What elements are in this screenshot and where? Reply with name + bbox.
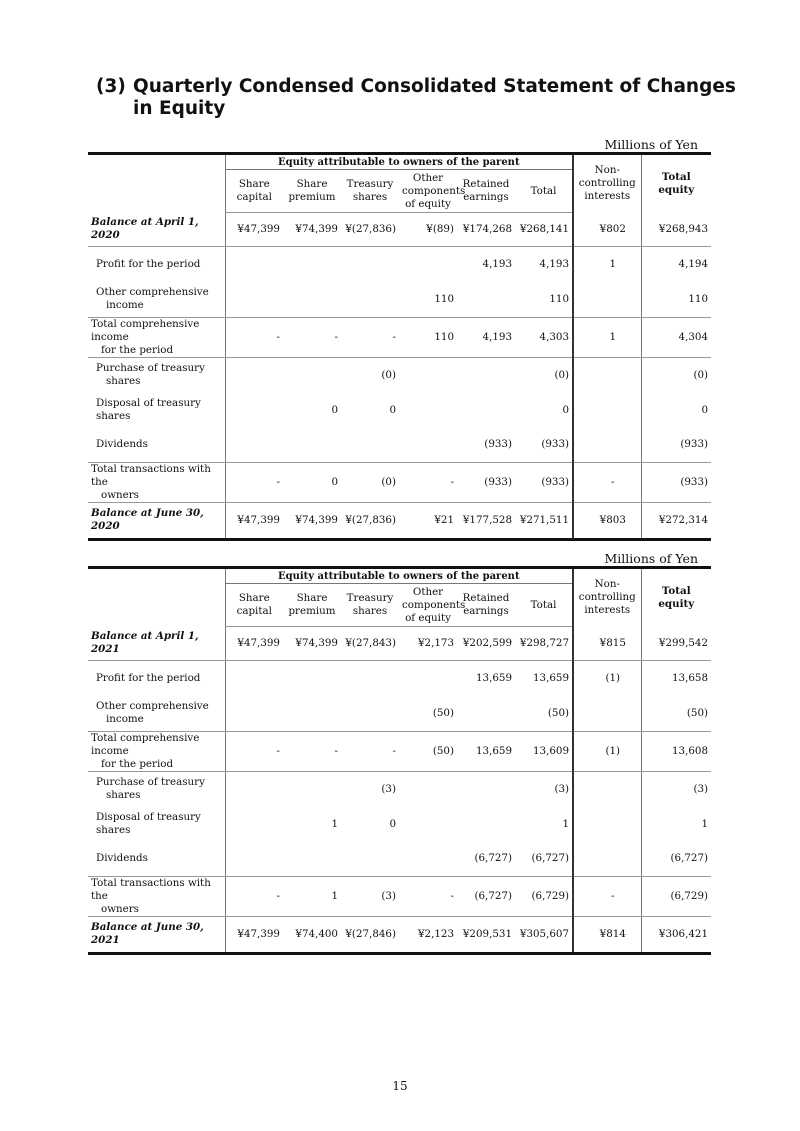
table-cell: (6,729) (515, 876, 573, 916)
header-line: earnings (463, 191, 509, 203)
row-label: Dividends (88, 428, 225, 463)
table-cell: 1 (331, 817, 338, 830)
column-header-total (515, 170, 573, 213)
table-cell: (50) (399, 696, 457, 732)
column-header-treasury-shares (341, 584, 399, 627)
table-cell: (3) (554, 782, 570, 795)
label-line: Other comprehensive (96, 700, 209, 712)
header-line: of equity (405, 197, 451, 210)
table-cell (283, 246, 341, 282)
table-cell (225, 771, 283, 807)
table-cell (457, 357, 515, 393)
table-cell: (6,729) (641, 876, 711, 916)
table-cell: ¥74,400 (283, 916, 341, 953)
table-cell: ¥47,399 (225, 916, 283, 953)
table-cell (341, 696, 399, 732)
table-row (88, 627, 711, 661)
table-cell (573, 393, 641, 428)
column-header-other-components (399, 170, 466, 213)
table-cell: ¥271,511 (515, 502, 573, 539)
row-label: Profit for the period (96, 671, 201, 684)
header-line: premium (288, 191, 336, 203)
header-line: Treasury (346, 178, 394, 190)
table-cell: 1 (573, 317, 641, 357)
table-cell (283, 696, 341, 732)
table-row (88, 393, 711, 428)
table-cell: 13,659 (475, 671, 512, 684)
table-cell (225, 842, 283, 877)
row-label (88, 462, 225, 502)
header-line: Treasury (346, 592, 394, 604)
label-line: Purchase of treasury (96, 362, 205, 374)
table-row (88, 213, 711, 247)
header-line: controlling (578, 591, 636, 604)
table-row (88, 282, 711, 318)
table-cell (283, 428, 341, 463)
table-cell (399, 357, 457, 393)
table-cell (283, 660, 341, 696)
column-header-retained-earnings (457, 584, 515, 627)
table-cell: (933) (515, 428, 573, 463)
table-cell: ¥(27,836) (341, 502, 399, 539)
table-cell: ¥47,399 (225, 627, 283, 661)
table-cell: 0 (641, 393, 711, 428)
header-blank (88, 154, 225, 213)
table-cell (573, 696, 641, 732)
equity-table (88, 152, 711, 541)
table-cell (573, 771, 641, 807)
table-cell (573, 807, 641, 842)
table-cell (225, 696, 283, 732)
header-line: Retained (462, 592, 510, 604)
table-cell: ¥202,599 (457, 627, 515, 661)
table-cell (225, 428, 283, 463)
table-row (88, 317, 711, 357)
label-line: income (106, 713, 144, 725)
label-line: shares (106, 789, 141, 801)
table-cell (457, 696, 515, 732)
table-row (88, 731, 711, 771)
table-cell (225, 246, 283, 282)
header-blank (88, 568, 225, 627)
row-label (88, 731, 225, 771)
table-row (88, 462, 711, 502)
table-cell: - (399, 876, 457, 916)
table-cell (283, 842, 341, 877)
header-line: Share (238, 178, 270, 190)
unit-label: Millions of Yen (604, 137, 698, 152)
page-heading (96, 76, 736, 120)
table-cell: (933) (457, 428, 515, 463)
table-row (88, 876, 711, 916)
label-line: Total comprehensive income (91, 317, 200, 343)
table-cell (457, 807, 515, 842)
table-cell: (6,727) (641, 842, 711, 877)
table-row (88, 916, 711, 953)
header-line: Share (296, 178, 328, 190)
row-label (88, 282, 225, 318)
label-line: Other comprehensive (96, 286, 209, 298)
label-line: for the period (101, 757, 174, 770)
table-cell (399, 660, 457, 696)
column-header-share-premium (283, 170, 341, 213)
table-cell: ¥299,542 (641, 627, 711, 661)
table-row (88, 246, 711, 282)
table-cell: 0 (389, 403, 396, 416)
header-line: interests (584, 190, 631, 203)
table-cell: (3) (341, 876, 399, 916)
column-header-total (515, 584, 573, 627)
table-cell (573, 357, 641, 393)
table-cell: - (225, 731, 283, 771)
label-line: owners (101, 902, 139, 915)
table-cell (457, 393, 515, 428)
table-cell (225, 807, 283, 842)
column-header-treasury-shares (341, 170, 399, 213)
table-cell: ¥21 (399, 502, 457, 539)
row-label (88, 876, 225, 916)
table-cell (341, 246, 399, 282)
table-cell: ¥803 (573, 502, 641, 539)
table-row (88, 357, 711, 393)
table-row (88, 807, 711, 842)
table-cell: (933) (641, 428, 711, 463)
table-cell: ¥177,528 (457, 502, 515, 539)
table-cell: 110 (399, 282, 457, 318)
row-label: Balance at April 1, 2021 (88, 627, 225, 661)
table-cell: ¥815 (573, 627, 641, 661)
header-line: interests (584, 604, 631, 617)
table-cell: 0 (331, 403, 338, 416)
header-line: Other (412, 585, 444, 598)
table-cell: (933) (457, 462, 515, 502)
table-cell: ¥802 (573, 213, 641, 247)
row-label: Disposal of treasury shares (96, 811, 201, 836)
table-cell: - (225, 462, 283, 502)
table-cell: - (399, 462, 457, 502)
table-cell (399, 428, 457, 463)
label-line: Total transactions with the (91, 462, 211, 488)
header-line: premium (288, 605, 336, 617)
table-cell: ¥272,314 (641, 502, 711, 539)
header-line: Total (530, 598, 557, 611)
row-label: Disposal of treasury shares (96, 397, 201, 422)
table-cell (225, 393, 283, 428)
table-cell: 0 (562, 403, 570, 416)
table-cell: 1 (283, 876, 341, 916)
table-cell (283, 771, 341, 807)
header-line: Share (238, 592, 270, 604)
table-cell: ¥74,399 (283, 627, 341, 661)
section-number: (3) (96, 76, 126, 97)
section-title: Quarterly Condensed Consolidated Statement of Changes in Equity (133, 76, 736, 119)
table-cell: 110 (641, 282, 711, 318)
header-line: shares (352, 605, 388, 617)
table-cell: 13,659 (457, 731, 515, 771)
header-line: components (402, 598, 466, 611)
table-row (88, 771, 711, 807)
table-cell (399, 246, 457, 282)
table-cell: 13,658 (641, 660, 711, 696)
table-cell: ¥268,943 (641, 213, 711, 247)
column-header-retained-earnings (457, 170, 515, 213)
table-row (88, 660, 711, 696)
table-cell: 110 (399, 317, 457, 357)
row-label: Balance at April 1, 2020 (88, 213, 225, 247)
table-cell: ¥(27,836) (341, 213, 399, 247)
row-label: Dividends (88, 842, 225, 877)
column-header-share-premium (283, 584, 341, 627)
table-cell (283, 357, 341, 393)
table-cell: 4,303 (515, 317, 573, 357)
table-cell: ¥(27,843) (341, 627, 399, 661)
label-line: Total transactions with the (91, 876, 211, 902)
table-cell: ¥814 (573, 916, 641, 953)
header-line: Share (296, 592, 328, 604)
table-cell (399, 393, 457, 428)
table-cell (341, 842, 399, 877)
table-cell (457, 771, 515, 807)
table-cell: 110 (515, 282, 573, 318)
table-cell: (6,727) (457, 876, 515, 916)
table-cell: - (573, 462, 641, 502)
header-line: Non- (594, 164, 620, 177)
table-cell: (0) (554, 368, 570, 381)
label-line: for the period (101, 343, 174, 356)
table-cell: 4,193 (482, 257, 512, 270)
row-label (88, 696, 225, 732)
table-cell (399, 771, 457, 807)
table-cell: (1) (573, 731, 641, 771)
header-line: of equity (405, 611, 451, 624)
table-cell: 1 (573, 246, 641, 282)
header-row (88, 568, 711, 584)
header-line: Other (412, 171, 444, 184)
header-line: capital (236, 605, 272, 617)
table-cell: ¥47,399 (225, 502, 283, 539)
table-cell: ¥298,727 (515, 627, 573, 661)
table-cell: (1) (573, 660, 641, 696)
header-line: Non- (594, 578, 620, 591)
equity-table (88, 566, 711, 955)
table-cell: ¥74,399 (283, 502, 341, 539)
table-cell: (6,727) (515, 842, 573, 877)
table-cell: (0) (341, 462, 399, 502)
table-cell: 1 (562, 817, 570, 830)
column-header-other-components (399, 584, 466, 627)
table-cell: (50) (515, 696, 573, 732)
column-header-total-equity: Total equity (641, 568, 711, 627)
table-cell: ¥306,421 (641, 916, 711, 953)
table-cell: - (341, 731, 399, 771)
table-cell: ¥268,141 (515, 213, 573, 247)
table-row (88, 502, 711, 539)
table-cell (457, 282, 515, 318)
row-label (88, 357, 225, 393)
page-number: 15 (392, 1079, 408, 1093)
table-cell: - (283, 317, 341, 357)
table-cell: 4,193 (457, 317, 515, 357)
table-cell (341, 428, 399, 463)
column-header-share-capital (225, 584, 283, 627)
table-cell (225, 357, 283, 393)
table-cell: 4,194 (641, 246, 711, 282)
table-cell: (0) (381, 368, 396, 381)
group-header: Equity attributable to owners of the parent (225, 568, 573, 584)
row-label: Balance at June 30, 2021 (88, 916, 225, 953)
table-cell (399, 807, 457, 842)
table-row (88, 428, 711, 463)
table-cell: ¥(27,846) (341, 916, 399, 953)
table-cell: ¥2,123 (399, 916, 457, 953)
header-line: capital (236, 191, 272, 203)
header-line: components (402, 184, 466, 197)
table-cell: (933) (641, 462, 711, 502)
table-cell (573, 428, 641, 463)
table-cell: ¥(89) (399, 213, 457, 247)
row-label (88, 317, 225, 357)
table-cell: - (225, 317, 283, 357)
column-header-total-equity: Total equity (641, 154, 711, 213)
column-header-share-capital (225, 170, 283, 213)
unit-label: Millions of Yen (604, 551, 698, 566)
table-cell: (3) (641, 771, 711, 807)
table-cell: ¥305,607 (515, 916, 573, 953)
row-label: Balance at June 30, 2020 (88, 502, 225, 539)
table-cell (341, 282, 399, 318)
table-cell: 13,608 (641, 731, 711, 771)
header-row (88, 154, 711, 170)
table-cell: ¥174,268 (457, 213, 515, 247)
table-cell: 1 (641, 807, 711, 842)
row-label: Profit for the period (96, 257, 201, 270)
table-cell: (3) (381, 782, 396, 795)
label-line: Purchase of treasury (96, 776, 205, 788)
table-cell: 13,659 (533, 671, 570, 684)
table-cell: 13,609 (515, 731, 573, 771)
label-line: shares (106, 375, 141, 387)
table-cell: (50) (641, 696, 711, 732)
table-row (88, 842, 711, 877)
table-cell: 0 (283, 462, 341, 502)
table-cell (573, 842, 641, 877)
table-cell (341, 660, 399, 696)
table-cell: - (283, 731, 341, 771)
table-cell: - (225, 876, 283, 916)
table-cell (573, 282, 641, 318)
header-line: shares (352, 191, 388, 203)
table-row (88, 696, 711, 732)
header-line: Total (530, 184, 557, 197)
table-cell (225, 660, 283, 696)
table-cell: ¥2,173 (399, 627, 457, 661)
column-header-non-controlling (573, 154, 641, 213)
row-label (88, 771, 225, 807)
table-cell: (50) (399, 731, 457, 771)
column-header-non-controlling (573, 568, 641, 627)
table-cell: - (341, 317, 399, 357)
header-line: earnings (463, 605, 509, 617)
header-line: controlling (578, 177, 636, 190)
table-cell (283, 282, 341, 318)
table-cell: 0 (389, 817, 396, 830)
table-cell: ¥209,531 (457, 916, 515, 953)
table-cell: (0) (641, 357, 711, 393)
table-cell: ¥74,399 (283, 213, 341, 247)
table-cell: (933) (515, 462, 573, 502)
table-cell: 4,304 (641, 317, 711, 357)
label-line: income (106, 299, 144, 311)
group-header: Equity attributable to owners of the parent (225, 154, 573, 170)
table-cell (399, 842, 457, 877)
label-line: owners (101, 488, 139, 501)
table-cell: 4,193 (539, 257, 570, 270)
label-line: Total comprehensive income (91, 731, 200, 757)
header-line: Retained (462, 178, 510, 190)
table-cell: ¥47,399 (225, 213, 283, 247)
table-cell: (6,727) (457, 842, 515, 877)
table-cell: - (573, 876, 641, 916)
table-cell (225, 282, 283, 318)
